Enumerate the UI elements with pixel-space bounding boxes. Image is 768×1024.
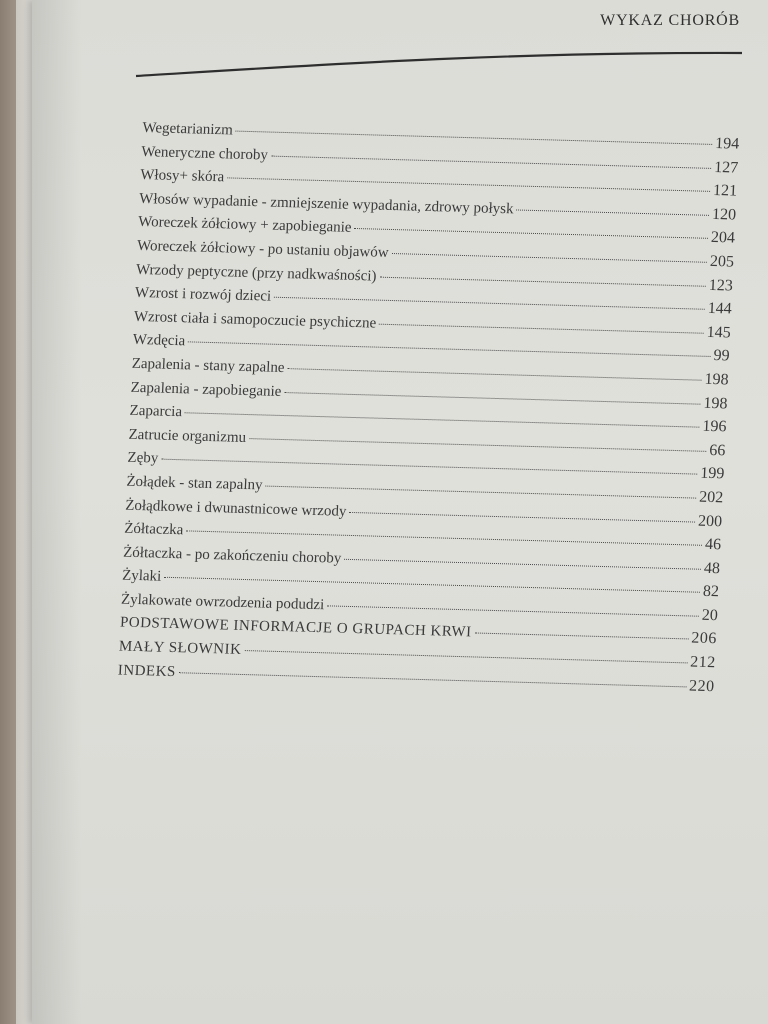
- toc-entry-page: 123: [708, 276, 734, 295]
- toc-entry-page: 46: [704, 535, 722, 554]
- running-header: WYKAZ CHORÓB: [600, 12, 740, 29]
- toc-entry-page: 48: [703, 559, 721, 577]
- dot-leader: [274, 294, 705, 310]
- toc-entry-label: Woreczek żółciowy + zapobieganie: [137, 214, 352, 237]
- header-rule: [0, 0, 768, 120]
- toc-entry-page: 127: [713, 158, 739, 177]
- toc-entry-label: Zapalenia - stany zapalne: [131, 355, 285, 376]
- dot-leader: [349, 508, 695, 522]
- toc-entry-label: Żołądek - stan zapalny: [126, 473, 263, 494]
- toc-entry-label: Włosów wypadanie - zmniejszenie wypadania, zdrowy połysk: [138, 190, 514, 218]
- toc-entry-label: Żylakowate owrzodzenia podudzi: [120, 591, 325, 614]
- toc-entry-page: 212: [689, 653, 717, 672]
- toc-entry-label: Woreczek żółciowy - po ustaniu objawów: [136, 237, 390, 261]
- toc-entry-label: Żołądkowe i dwunastnicowe wrzody: [124, 497, 347, 520]
- dot-leader: [284, 389, 700, 405]
- toc-entry-label: Wzrost i rozwój dzieci: [134, 285, 272, 305]
- toc-entry-page: 198: [704, 370, 729, 389]
- toc-entry-page: 145: [706, 323, 732, 342]
- toc-entry-label: Wzrost ciała i samopoczucie psychiczne: [133, 308, 377, 332]
- dot-leader: [244, 647, 687, 663]
- toc-entry-label: Wzdęcia: [132, 332, 186, 350]
- dot-leader: [185, 409, 700, 427]
- toc-entry-page: 196: [702, 417, 727, 436]
- toc-entry-label: Żylaki: [121, 567, 162, 585]
- toc-entry-label: Zatrucie organizmu: [128, 426, 247, 446]
- dot-leader: [344, 555, 701, 569]
- dot-leader: [327, 602, 699, 616]
- toc-entry-label: Żółtaczka - po zakończeniu choroby: [122, 544, 342, 567]
- dot-leader: [179, 669, 686, 687]
- toc-entry-page: 202: [698, 488, 724, 507]
- toc-entry-label: MAŁY SŁOWNIK: [118, 638, 242, 659]
- table-of-contents: [117, 116, 739, 698]
- toc-entry-page: 120: [711, 205, 737, 224]
- dot-leader: [475, 630, 689, 640]
- dot-leader: [287, 365, 701, 381]
- dot-leader: [227, 175, 710, 192]
- toc-entry-page: 121: [712, 182, 738, 200]
- toc-entry-page: 200: [697, 512, 723, 530]
- dot-leader: [266, 482, 697, 498]
- dot-leader: [236, 128, 713, 145]
- toc-entry-page: 144: [707, 300, 733, 318]
- toc-entry-page: 66: [708, 441, 726, 460]
- page-gutter-shadow: [32, 0, 82, 1024]
- toc-entry-page: 220: [688, 677, 716, 695]
- dot-leader: [379, 320, 704, 333]
- header-rule-line: [136, 53, 742, 76]
- toc-entry-page: 204: [710, 229, 736, 247]
- toc-entry-label: Zęby: [127, 450, 159, 467]
- toc-entry-page: 20: [701, 606, 719, 625]
- dot-leader: [379, 273, 705, 286]
- toc-entry-page: 194: [714, 134, 740, 153]
- toc-entry-label: Zapalenia - zapobieganie: [130, 379, 282, 400]
- dot-leader: [392, 250, 707, 263]
- dot-leader: [517, 206, 710, 215]
- dot-leader: [186, 527, 702, 545]
- toc-entry-page: 206: [690, 629, 718, 648]
- toc-entry-label: Włosy+ skóra: [139, 167, 225, 186]
- toc-entry-label: Weneryczne choroby: [141, 143, 269, 164]
- toc-entry-label: Zaparcia: [129, 402, 183, 421]
- dot-leader: [271, 152, 711, 168]
- dot-leader: [354, 225, 708, 239]
- toc-entry-page: 99: [713, 347, 730, 365]
- toc-entry-page: 199: [699, 465, 725, 483]
- toc-entry-label: Wegetarianizm: [142, 119, 234, 139]
- toc-entry-label: INDEKS: [117, 662, 177, 680]
- toc-entry-label: Wrzody peptyczne (przy nadkwaśności): [135, 261, 377, 285]
- dot-leader: [249, 435, 706, 452]
- toc-entry-page: 198: [703, 394, 728, 412]
- toc-entry-page: 82: [702, 583, 720, 601]
- toc-entry-page: 205: [709, 252, 735, 271]
- toc-entry-label: PODSTAWOWE INFORMACJE O GRUPACH KRWI: [119, 615, 472, 641]
- toc-entry-label: Żółtaczka: [123, 520, 184, 539]
